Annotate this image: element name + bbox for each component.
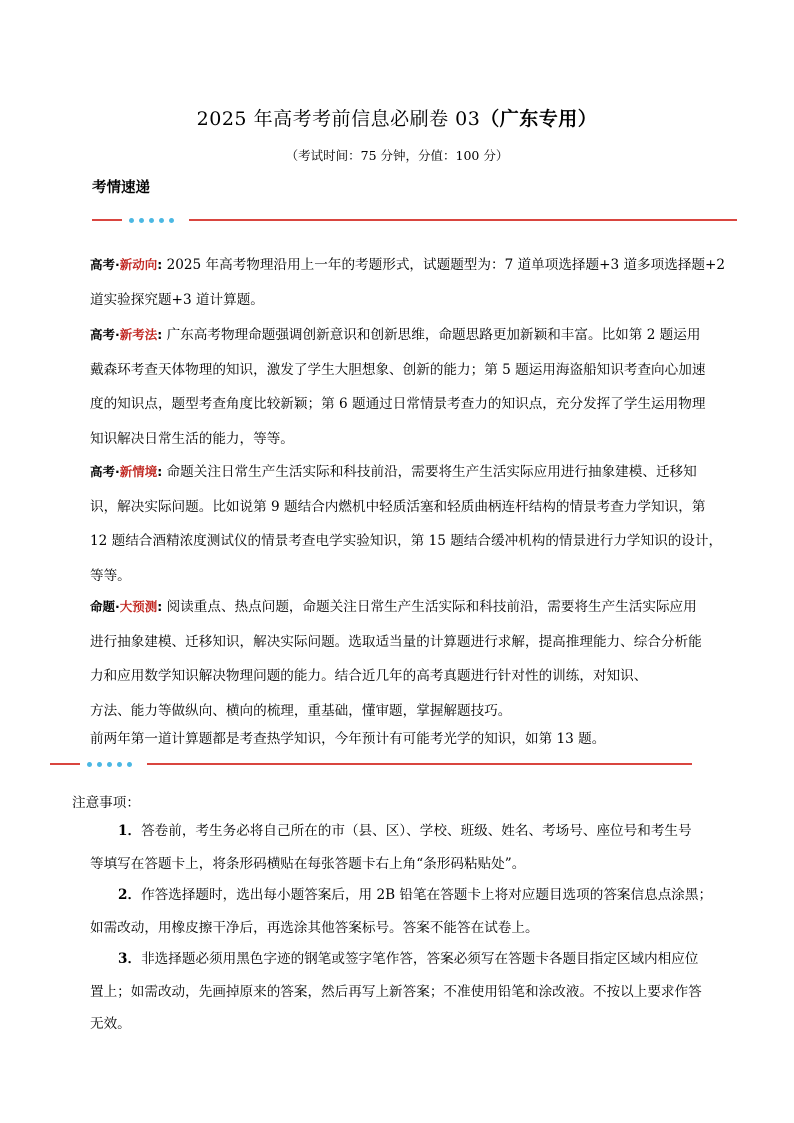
note-number: 3． <box>118 951 142 967</box>
text-line: 进行抽象建模、迁移知识，解决实际问题。选取适当量的计算题进行求解，提高推理能力、综合分析能 <box>90 633 702 650</box>
note-item-3 <box>90 943 730 1041</box>
divider-line-right <box>189 219 737 221</box>
paragraph-prediction: 命题·大预测: 阅读重点、热点问题，命题关注日常生产生活实际和科技前沿，需要将生产生活实际应用 进行抽象建模、迁移知识，解决实际问题。选取适当量的计算题进行求解，提高推理能力、综合分析能 力和应用数学知识解决物理问题的能力。结合近几年的高考真题进行针对性的训练，对知识、 方法、能力等做纵向、横向的梳理，重基础，懂审题，掌握解题技巧。 前两年第一道计算题都是考查热学知识，今年预计有可能考光学的知识，如第 13 题。 <box>90 590 730 757</box>
text-line: 方法、能力等做纵向、横向的梳理，重基础，懂审题，掌握解题技巧。 <box>90 702 512 719</box>
notes-heading: 注意事项： <box>72 795 140 811</box>
text-line: 阅读重点、热点问题，命题关注日常生产生活实际和科技前沿，需要将生产生活实际应用 <box>166 599 697 615</box>
label-prefix: 高考· <box>90 464 120 479</box>
text-line: 置上；如需改动，先画掉原来的答案，然后再写上新答案；不准使用铅笔和涂改液。不按以上要求作答 <box>90 983 702 1000</box>
divider-line-left <box>50 763 80 765</box>
label-prefix: 高考· <box>90 327 120 342</box>
label-highlight: 大预测 <box>119 599 158 614</box>
dot-icon <box>149 218 154 223</box>
note-number: 2． <box>118 887 142 903</box>
text-line: 2025 年高考物理沿用上一年的考题形式，试题题型为：7 道单项选择题+3 道多项选择题+2 <box>166 257 726 273</box>
paragraph-new-context: 高考·新情境: 命题关注日常生产生活实际和科技前沿，需要将生产生活实际应用进行抽象建模、迁移知 识，解决实际问题。比如说第 9 题结合内燃机中轻质活塞和轻质曲柄连杆结构的情景考查力学知识，第 12 题结合酒精浓度测试仪的情景考查电学实验知识，第 15 题结合缓冲机构的情景进行力学知识的设计， 等等。 <box>90 455 730 593</box>
divider-line-right <box>147 763 692 765</box>
dot-icon <box>97 762 102 767</box>
dot-icon <box>159 218 164 223</box>
title-main: 2025 年高考考前信息必刷卷 03 <box>196 108 481 130</box>
dot-icon <box>107 762 112 767</box>
text-line: 前两年第一道计算题都是考查热学知识，今年预计有可能考光学的知识，如第 13 题。 <box>90 731 606 747</box>
text-line: 知识解决日常生活的能力，等等。 <box>90 430 294 447</box>
divider-dots <box>129 214 174 226</box>
paragraph-new-method: 高考·新考法: 广东高考物理命题强调创新意识和创新思维，命题思路更加新颖和丰富。比如第 2 题运用 戴森环考查天体物理的知识，激发了学生大胆想象、创新的能力；第 5 题运用海盗船知识考查向心加速 度的知识点，题型考查角度比较新颖；第 6 题通过日常情景考查力的知识点，充分发挥了学生运用物理 知识解决日常生活的能力，等等。 <box>90 318 730 456</box>
note-item-1 <box>90 815 730 880</box>
label-highlight: 新动向 <box>119 257 158 272</box>
text-line: 答卷前，考生务必将自己所在的市（县、区）、学校、班级、姓名、考场号、座位号和考生号 <box>141 823 692 839</box>
note-item-2 <box>90 879 730 944</box>
divider-dots <box>87 758 132 770</box>
title-tail: （广东专用） <box>480 108 598 130</box>
page-title <box>0 104 794 131</box>
text-line: 等填写在答题卡上，将条形码横贴在每张答题卡右上角“条形码粘贴处”。 <box>90 855 526 872</box>
text-line: 作答选择题时，选出每小题答案后，用 2B 铅笔在答题卡上将对应题目选项的答案信息点涂黑； <box>141 887 713 903</box>
dot-icon <box>117 762 122 767</box>
label-highlight: 新考法 <box>119 327 158 342</box>
label-highlight: 新情境 <box>119 464 158 479</box>
label-prefix: 高考· <box>90 257 120 272</box>
dot-icon <box>87 762 92 767</box>
text-line: 非选择题必须用黑色字迹的钢笔或签字笔作答，答案必须写在答题卡各题目指定区域内相应位 <box>141 951 699 967</box>
text-line: 如需改动，用橡皮擦干净后，再选涂其他答案标号。答案不能答在试卷上。 <box>90 919 539 936</box>
exam-duration-score: （考试时间：75 分钟，分值：100 分） <box>285 148 509 163</box>
dot-icon <box>129 218 134 223</box>
text-line: 等等。 <box>90 567 131 584</box>
text-line: 识，解决实际问题。比如说第 9 题结合内燃机中轻质活塞和轻质曲柄连杆结构的情景考查力学知识，第 <box>90 498 706 515</box>
dot-icon <box>169 218 174 223</box>
text-line: 道实验探究题+3 道计算题。 <box>90 291 264 308</box>
section-heading: 考情速递 <box>92 180 150 196</box>
text-line: 命题关注日常生产生活实际和科技前沿，需要将生产生活实际应用进行抽象建模、迁移知 <box>166 464 697 480</box>
dot-icon <box>127 762 132 767</box>
paragraph-new-direction: 高考·新动向: 2025 年高考物理沿用上一年的考题形式，试题题型为：7 道单项选择题+3 道多项选择题+2 道实验探究题+3 道计算题。 <box>90 248 730 317</box>
label-prefix: 命题· <box>90 599 120 614</box>
divider-line-left <box>92 219 122 221</box>
text-line: 无效。 <box>90 1016 131 1032</box>
dot-icon <box>139 218 144 223</box>
top-divider <box>92 214 737 226</box>
text-line: 戴森环考查天体物理的知识，激发了学生大胆想象、创新的能力；第 5 题运用海盗船知识考查向心加速 <box>90 361 706 378</box>
text-line: 度的知识点，题型考查角度比较新颖；第 6 题通过日常情景考查力的知识点，充分发挥了学生运用物理 <box>90 396 706 412</box>
text-line: 广东高考物理命题强调创新意识和创新思维，命题思路更加新颖和丰富。比如第 2 题运用 <box>166 327 701 343</box>
note-number: 1． <box>118 823 142 839</box>
text-line: 力和应用数学知识解决物理问题的能力。结合近几年的高考真题进行针对性的训练，对知识、 <box>90 668 648 684</box>
bottom-divider <box>50 758 692 770</box>
text-line: 12 题结合酒精浓度测试仪的情景考查电学实验知识，第 15 题结合缓冲机构的情景进行力学知识的设计， <box>90 533 723 549</box>
